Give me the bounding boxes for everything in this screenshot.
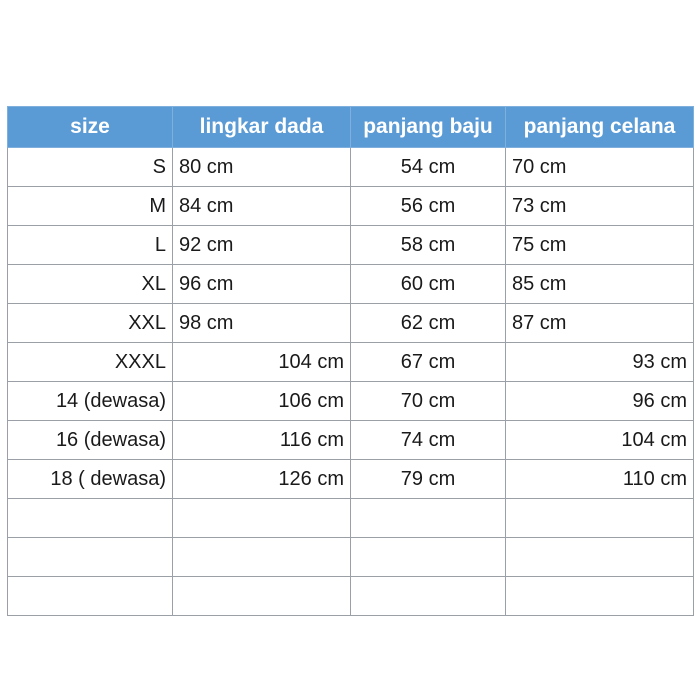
column-header-panjang-celana: panjang celana [506,107,694,148]
cell-panjang-celana: 70 cm [506,148,694,187]
cell-panjang-baju: 74 cm [351,421,506,460]
table-row [8,460,694,499]
cell-lingkar-dada: 106 cm [173,382,351,421]
cell-panjang-baju: 60 cm [351,265,506,304]
cell-size: 16 (dewasa) [8,421,173,460]
cell-panjang-baju: 70 cm [351,382,506,421]
cell-lingkar-dada: 126 cm [173,460,351,499]
cell-size: S [8,148,173,187]
cell-lingkar-dada [173,538,351,577]
table-row [8,265,694,304]
column-header-panjang-baju: panjang baju [351,107,506,148]
cell-size [8,538,173,577]
table-row [8,499,694,538]
cell-panjang-baju [351,538,506,577]
cell-size: 18 ( dewasa) [8,460,173,499]
table-row [8,382,694,421]
cell-panjang-celana: 110 cm [506,460,694,499]
cell-panjang-baju: 56 cm [351,187,506,226]
cell-panjang-baju: 67 cm [351,343,506,382]
cell-panjang-baju: 54 cm [351,148,506,187]
cell-lingkar-dada: 104 cm [173,343,351,382]
size-chart-container [7,106,693,616]
cell-panjang-celana: 75 cm [506,226,694,265]
cell-panjang-baju: 79 cm [351,460,506,499]
cell-panjang-baju: 58 cm [351,226,506,265]
table-row [8,226,694,265]
cell-size: 14 (dewasa) [8,382,173,421]
cell-panjang-baju [351,499,506,538]
cell-panjang-celana [506,499,694,538]
cell-lingkar-dada: 92 cm [173,226,351,265]
cell-panjang-celana: 104 cm [506,421,694,460]
table-row [8,538,694,577]
cell-panjang-celana: 85 cm [506,265,694,304]
cell-panjang-celana: 96 cm [506,382,694,421]
cell-panjang-celana [506,577,694,616]
cell-size: XXL [8,304,173,343]
table-header-row [8,107,694,148]
table-row [8,148,694,187]
table-row [8,577,694,616]
cell-panjang-celana [506,538,694,577]
size-chart-table [7,106,694,616]
table-body [8,148,694,616]
cell-lingkar-dada: 84 cm [173,187,351,226]
table-row [8,421,694,460]
cell-lingkar-dada: 98 cm [173,304,351,343]
table-row [8,187,694,226]
cell-lingkar-dada [173,577,351,616]
cell-lingkar-dada [173,499,351,538]
table-header [8,107,694,148]
cell-lingkar-dada: 116 cm [173,421,351,460]
cell-size: L [8,226,173,265]
cell-size [8,577,173,616]
cell-panjang-baju: 62 cm [351,304,506,343]
cell-panjang-celana: 73 cm [506,187,694,226]
table-row [8,343,694,382]
cell-lingkar-dada: 96 cm [173,265,351,304]
cell-panjang-celana: 87 cm [506,304,694,343]
table-row [8,304,694,343]
cell-panjang-celana: 93 cm [506,343,694,382]
cell-lingkar-dada: 80 cm [173,148,351,187]
column-header-lingkar-dada: lingkar dada [173,107,351,148]
column-header-size: size [8,107,173,148]
cell-panjang-baju [351,577,506,616]
cell-size: XL [8,265,173,304]
cell-size: M [8,187,173,226]
cell-size: XXXL [8,343,173,382]
cell-size [8,499,173,538]
